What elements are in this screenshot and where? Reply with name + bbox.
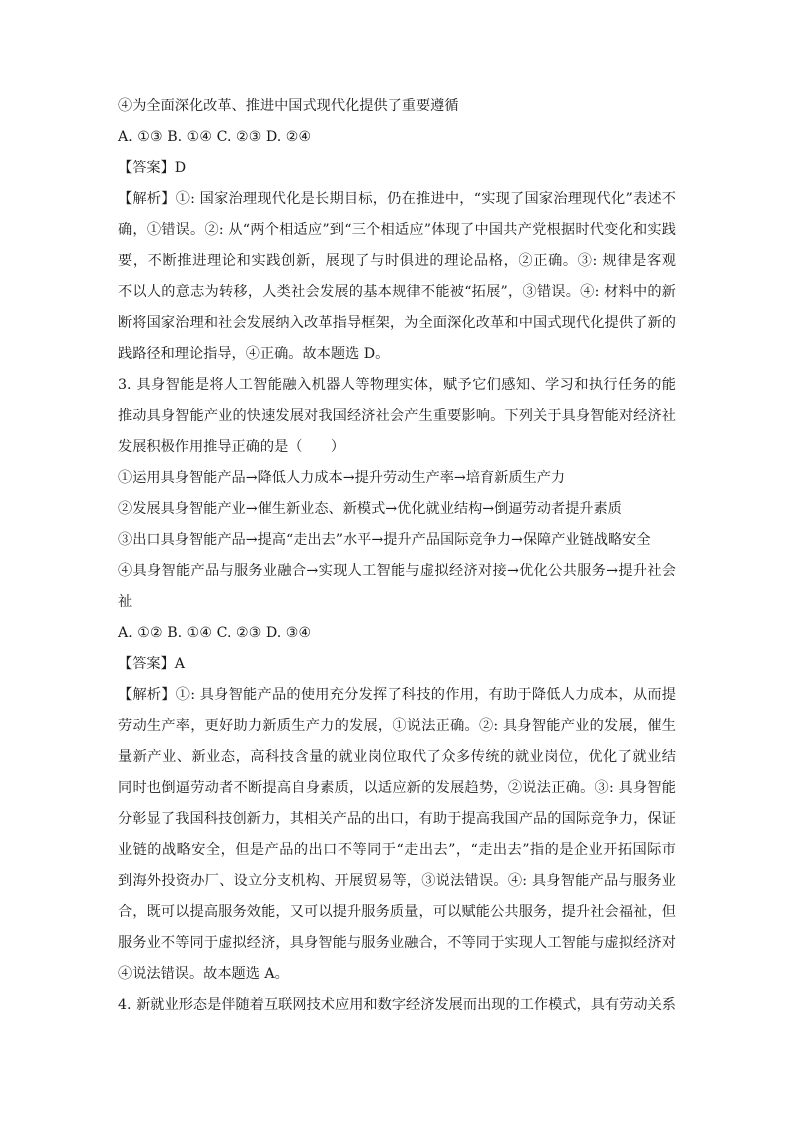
text-line: A. ①③ B. ①④ C. ②③ D. ②④ — [118, 129, 312, 145]
text-line: ④具身智能产品与服务业融合→实现人工智能与虚拟经济对接→优化公共服务→提升社会 — [118, 563, 676, 579]
text-line: 4. 新就业形态是伴随着互联网技术应用和数字经济发展而出现的工作模式，具有劳动关系 — [118, 997, 676, 1013]
text-line: A. ①② B. ①④ C. ②③ D. ③④ — [118, 625, 312, 641]
text-line: 要，不断推进理论和实践创新，展现了与时俱进的理论品格，②正确。③: 规律是客观 — [118, 253, 676, 269]
text-line: 确，①错误。②: 从“两个相适应”到“三个相适应”体现了中国共产党根据时代变化和实践 — [118, 222, 676, 238]
text-line: ①运用具身智能产品→降低人力成本→提升劳动生产率→培育新质生产力 — [118, 470, 566, 486]
text-line: 【解析】①: 具身智能产品的使用充分发挥了科技的作用，有助于降低人力成本，从而提 — [118, 687, 676, 703]
text-line: 分彰显了我国科技创新力，其相关产品的出口，有助于提高我国产品的国际竞争力，保证 — [118, 811, 676, 827]
text-line: 推动具身智能产业的快速发展对我国经济社会产生重要影响。下列关于具身智能对经济社 — [118, 408, 676, 424]
text-line: 【解析】①: 国家治理现代化是长期目标，仍在推进中，“实现了国家治理现代化”表述不 — [118, 191, 676, 207]
text-line: 服务业不等同于虚拟经济，具身智能与服务业融合，不等同于实现人工智能与虚拟经济对 — [118, 935, 676, 951]
text-line: 到海外投资办厂、设立分支机构、开展贸易等，③说法错误。④: 具身智能产品与服务业 — [118, 873, 676, 889]
text-line: 【答案】A — [118, 656, 185, 672]
text-line: 【答案】D — [118, 160, 187, 176]
text-line: 祉 — [118, 594, 133, 610]
text-line: 3. 具身智能是将人工智能融入机器人等物理实体，赋予它们感知、学习和执行任务的能 — [118, 377, 676, 393]
text-line: ④为全面深化改革、推进中国式现代化提供了重要遵循 — [118, 98, 459, 114]
text-line: 量新产业、新业态，高科技含量的就业岗位取代了众多传统的就业岗位，优化了就业结 — [118, 749, 676, 765]
text-line: 同时也倒逼劳动者不断提高自身素质，以适应新的发展趋势，②说法正确。③: 具身智能 — [118, 780, 676, 796]
text-line: 劳动生产率，更好助力新质生产力的发展，①说法正确。②: 具身智能产业的发展，催生 — [118, 718, 676, 734]
text-line: 断将国家治理和社会发展纳入改革指导框架，为全面深化改革和中国式现代化提供了新的 — [118, 315, 676, 331]
text-line: ③出口具身智能产品→提高“走出去”水平→提升产品国际竞争力→保障产业链战略安全 — [118, 532, 651, 548]
text-line: 业链的战略安全，但是产品的出口不等同于“走出去”，“走出去”指的是企业开拓国际市 — [118, 842, 676, 858]
text-line: 践路径和理论指导，④正确。故本题选 D。 — [118, 346, 390, 362]
text-line: 不以人的意志为转移，人类社会发展的基本规律不能被“拓展”，③错误。④: 材料中的新 — [118, 284, 676, 300]
text-line: 合，既可以提高服务效能，又可以提升服务质量，可以赋能公共服务，提升社会福祉，但 — [118, 904, 676, 920]
text-line: 发展积极作用推导正确的是（ ） — [118, 439, 346, 455]
text-line: ②发展具身智能产业→催生新业态、新模式→优化就业结构→倒逼劳动者提升素质 — [118, 501, 622, 517]
text-line: ④说法错误。故本题选 A。 — [118, 966, 289, 982]
